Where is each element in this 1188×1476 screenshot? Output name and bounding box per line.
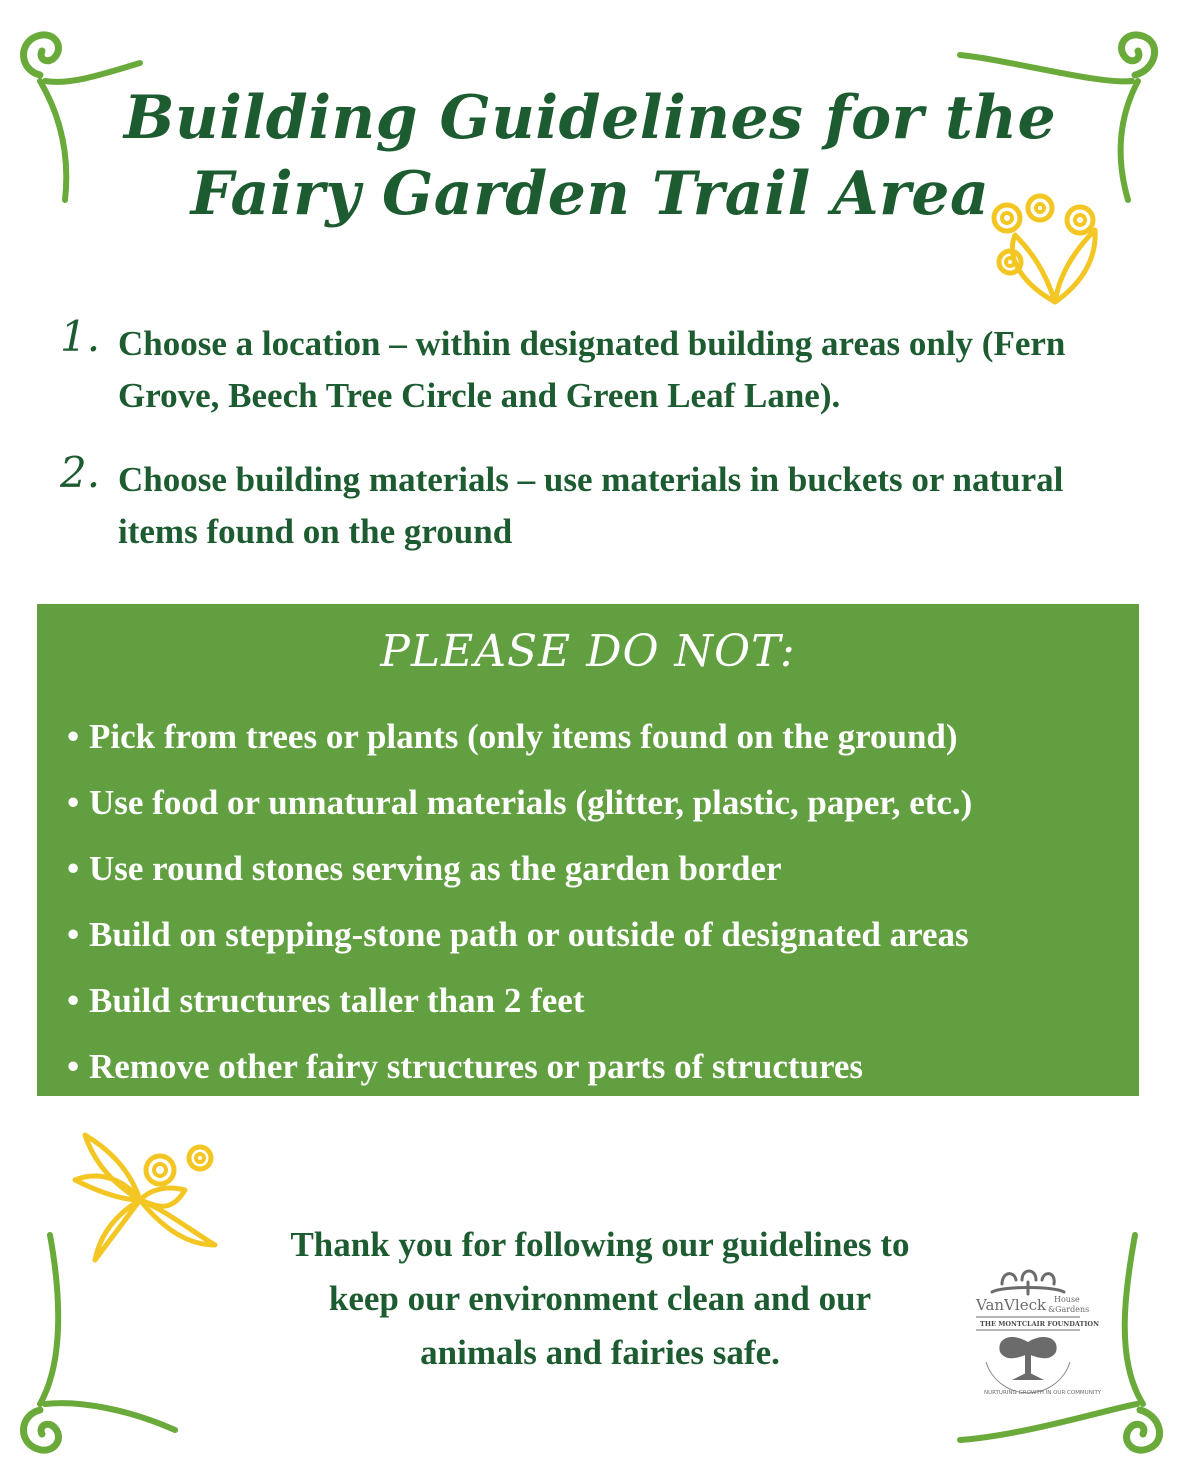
panel-heading: PLEASE DO NOT: — [380, 626, 796, 677]
svg-text:VanVleck: VanVleck — [976, 1296, 1047, 1314]
bullet-icon: • — [67, 915, 80, 954]
list-item — [67, 770, 1127, 836]
svg-text:NURTURING GROWTH IN OUR COMMUN: NURTURING GROWTH IN OUR COMMUNITY — [984, 1390, 1102, 1396]
step-text: Choose building materials – use materials in buckets or natural items found on the ground — [118, 460, 1064, 551]
list-item — [67, 968, 1127, 1034]
bullet-icon: • — [67, 849, 80, 888]
step-text: Choose a location – within designated building areas only (Fern Grove, Beech Tree Circle and Green Leaf Lane). — [118, 324, 1066, 415]
tree-logo-icon — [972, 1262, 1102, 1412]
step-item — [60, 312, 1130, 422]
step-item — [60, 448, 1130, 558]
bullet-icon: • — [67, 783, 80, 822]
rule-text: Use round stones serving as the garden border — [89, 849, 782, 888]
rule-text: Build structures taller than 2 feet — [89, 981, 585, 1020]
title-line-2: Fairy Garden Trail Area — [190, 159, 990, 229]
title-line-1: Building Guidelines for the — [123, 83, 1057, 153]
thank-you-message — [220, 1218, 980, 1380]
rule-text: Use food or unnatural materials (glitter, plastic, paper, etc.) — [89, 783, 973, 822]
rule-text: Pick from trees or plants (only items found on the ground) — [89, 717, 958, 756]
thanks-line-3: animals and fairies safe. — [420, 1333, 780, 1372]
page-title — [120, 80, 1060, 232]
step-number: 2. — [60, 448, 101, 497]
step-number: 1. — [60, 312, 101, 361]
fairy-flower-icon — [70, 1130, 230, 1270]
svg-text:House: House — [1054, 1295, 1080, 1304]
svg-text:&Gardens: &Gardens — [1048, 1305, 1090, 1314]
list-item — [67, 902, 1127, 968]
list-item — [67, 704, 1127, 770]
fairy-flower-icon — [985, 190, 1105, 305]
rule-text: Build on stepping-stone path or outside of designated areas — [89, 915, 969, 954]
please-do-not-panel — [37, 604, 1139, 1096]
svg-text:THE MONTCLAIR FOUNDATION: THE MONTCLAIR FOUNDATION — [980, 1320, 1100, 1328]
thanks-line-1: Thank you for following our guidelines to — [290, 1225, 910, 1264]
bullet-icon: • — [67, 981, 80, 1020]
bullet-icon: • — [67, 717, 80, 756]
thanks-line-2: keep our environment clean and our — [328, 1279, 872, 1318]
steps-list — [60, 312, 1130, 590]
rule-text: Remove other fairy structures or parts of structures — [89, 1047, 864, 1086]
list-item — [67, 836, 1127, 902]
list-item — [67, 1034, 1127, 1100]
rules-list — [67, 704, 1127, 1100]
bullet-icon: • — [67, 1047, 80, 1086]
